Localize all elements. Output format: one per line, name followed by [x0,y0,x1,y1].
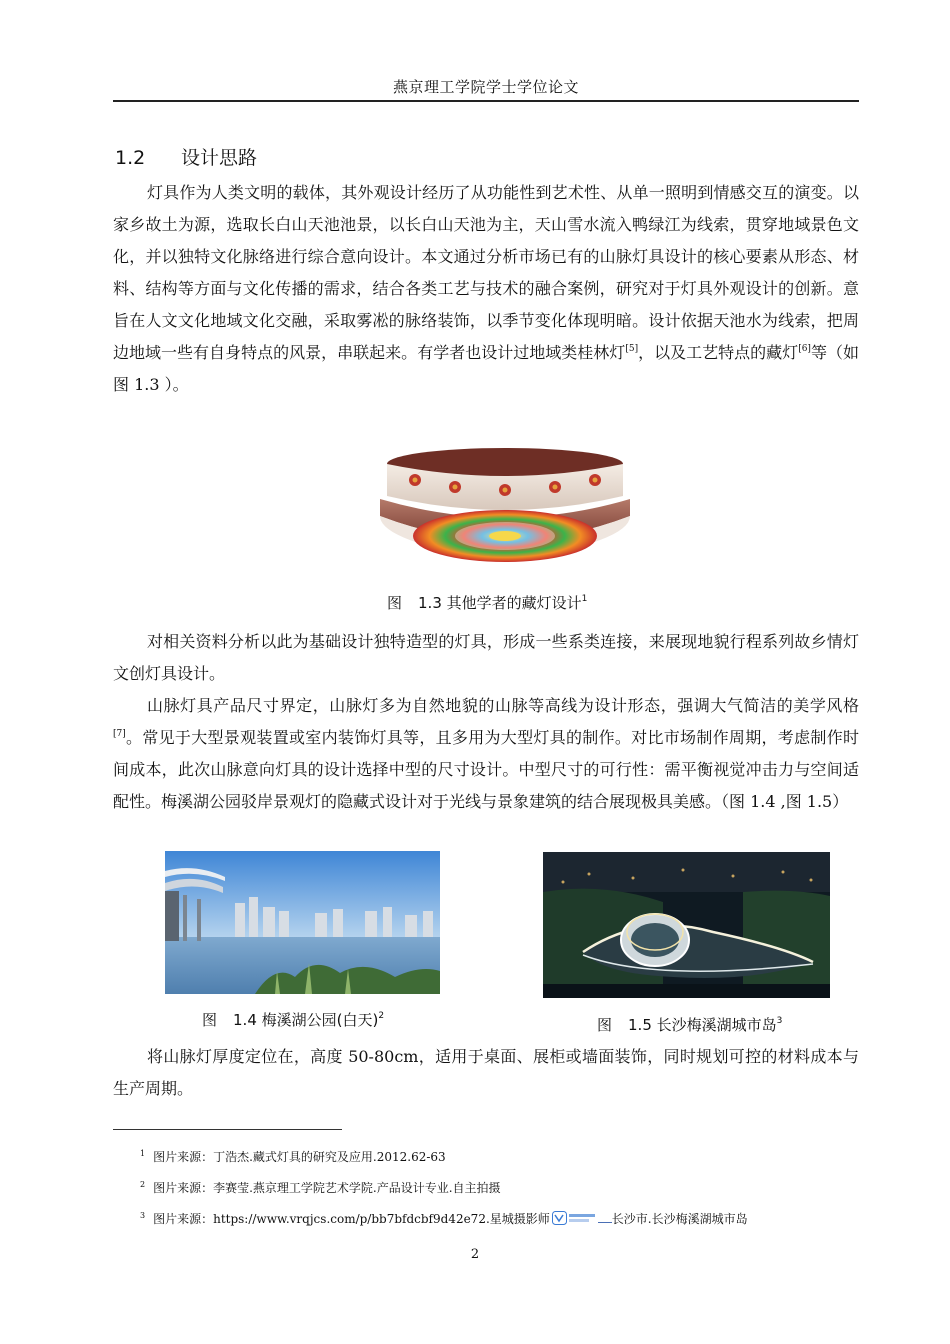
citation-6: [6] [798,344,811,354]
page-number: 2 [470,1247,480,1262]
footnote-text-location: 长沙市.长沙梅溪湖城市岛 [611,1212,748,1226]
section-title: 设计思路 [181,147,258,169]
footnote-ref-3: 3 [776,1016,783,1026]
section-heading [115,143,257,170]
figure-label: 图 [387,594,403,612]
paragraph-1 [113,177,859,401]
header-rule [113,100,859,102]
paragraph-4: 将山脉灯厚度定位在，高度 50-80cm，适用于桌面、展柜或墙面装饰，同时规划可控的材料成本与生产周期。 [113,1047,859,1098]
city-island-night-photo [543,852,830,998]
figure-1-3-caption-text: 1.3 其他学者的藏灯设计 [418,594,582,612]
paragraph-1-end: 等（如图 1.3 ）。 [113,343,859,394]
tibetan-lamp-illustration [375,444,635,584]
meixi-lake-daytime-photo [165,851,440,994]
paragraph-3-end: 。常见于大型景观装置或室内装饰灯具等，且多用为大型灯具的制作。对比市场制作周期，考虑制作时间成本，此次山脉意向灯具的设计选择中型的尺寸设计。中型尺寸的可行性：需平衡视觉冲击力与空间适配性。梅溪湖公园驳岸景观灯的隐藏式设计对于光线与景象建筑的结合展现极具美感。（图 1.4 ,图 1.5） [113,728,859,811]
figure-1-4-lake-photo [165,851,440,994]
footnote-mark: 2 [140,1180,146,1189]
citation-5: [5] [625,344,639,354]
footnote-text: 图片来源：丁浩杰.藏式灯具的研究及应用.2012.62-63 [153,1150,446,1164]
footnote-ref-1: 1 [581,594,588,604]
figure-label: 图 [202,1011,218,1029]
figure-1-4-caption-text: 1.4 梅溪湖公园(白天) [233,1011,379,1029]
footnote-text: 图片来源：李赛莹.燕京理工学院艺术学院.产品设计专业.自主拍摄 [153,1181,501,1195]
paragraph-1-mid: ，以及工艺特点的藏灯 [638,343,799,362]
vrqjcs-logo-icon [552,1211,596,1225]
paragraph-3-text: 山脉灯具产品尺寸界定，山脉灯多为自然地貌的山脉等高线为设计形态，强调大气简洁的美学风格 [147,696,859,715]
figure-1-5-caption [597,1014,782,1035]
figure-1-3-caption [387,592,587,613]
footnote-text-source: 图片来源：https://www.vrqjcs.com/p/bb7bfdcbf9d42e72.星城摄影师 [153,1212,550,1226]
footnote-mark: 3 [140,1211,146,1220]
figure-label: 图 [597,1016,613,1034]
figure-1-4-caption [202,1009,384,1030]
section-number: 1.2 [115,147,146,169]
footnote-3 [140,1210,748,1227]
footnote-ref-2: 2 [378,1011,385,1021]
footnote-separator [113,1129,342,1130]
paragraph-2: 对相关资料分析以此为基础设计独特造型的灯具，形成一些系类连接，来展现地貌行程系列故乡情灯文创灯具设计。 [113,632,859,683]
footnote-2 [140,1179,501,1196]
figure-1-5-city-island-photo [543,852,830,998]
footnote-mark: 1 [140,1149,146,1158]
running-header: 燕京理工学院学士学位论文 [392,78,579,96]
figure-1-3-tibetan-lamp [375,444,635,584]
citation-7: [7] [113,729,126,739]
link-underline [598,1212,612,1223]
paragraph-1-text: 灯具作为人类文明的载体，其外观设计经历了从功能性到艺术性、从单一照明到情感交互的演变。以家乡故土为源，选取长白山天池池景，以长白山天池为主，天山雪水流入鸭绿江为线索，贯穿地域景色文化，并以独特文化脉络进行综合意向设计。本文通过分析市场已有的山脉灯具设计的核心要素从形态、材料、结构等方面与文化传播的需求，结合各类工艺与技术的融合案例，研究对于灯具外观设计的创新。意旨在人文文化地域文化交融，采取雾凇的脉络装饰，以季节变化体现明暗。设计依据天池水为线索，把周边地域一些有自身特点的风景，串联起来。有学者也设计过地域类桂林灯 [113,183,859,362]
footnote-1 [140,1148,446,1165]
figure-1-5-caption-text: 1.5 长沙梅溪湖城市岛 [628,1016,777,1034]
paragraph-3 [113,690,859,818]
